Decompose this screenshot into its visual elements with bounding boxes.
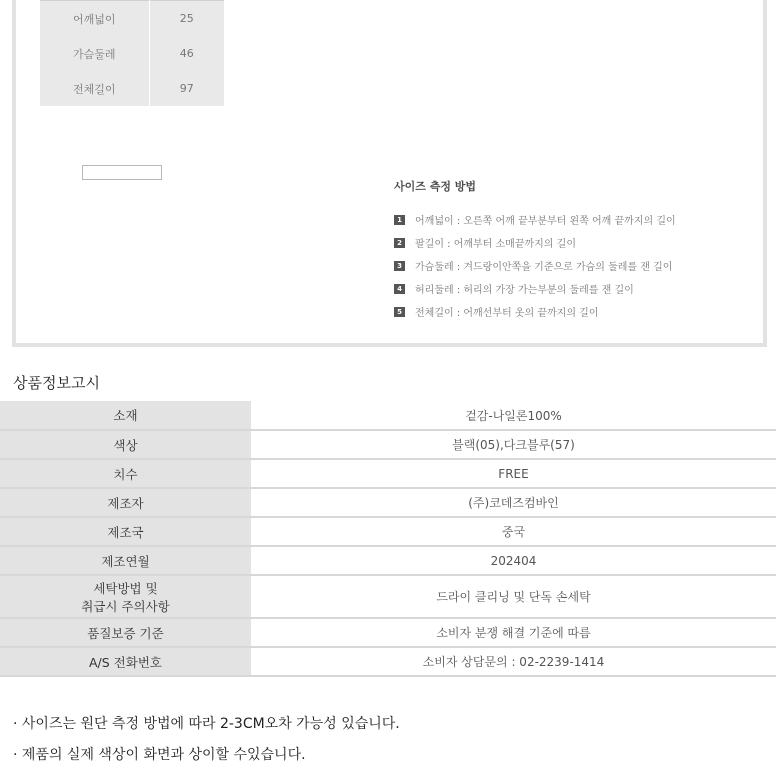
list-item [394, 254, 754, 277]
list-item [394, 277, 754, 300]
measure-text: 팔길이 : 어깨부터 소매끝까지의 길이 [415, 239, 576, 250]
info-value: 블랙(05),다크블루(57) [251, 430, 776, 459]
table-row [0, 546, 776, 575]
measure-text: 전체길이 : 어깨선부터 옷의 끝까지의 길이 [415, 308, 599, 319]
info-value: 드라이 클리닝 및 단독 손세탁 [251, 575, 776, 618]
info-key: 소재 [0, 401, 251, 430]
info-value: (주)코데즈컴바인 [251, 488, 776, 517]
size-value: 25 [149, 1, 224, 36]
info-key: 제조연월 [0, 546, 251, 575]
info-key-line: 취급시 주의사항 [81, 598, 170, 614]
list-item [394, 300, 754, 323]
table-row [0, 517, 776, 546]
info-value: 소비자 상담문의 : 02-2239-1414 [251, 647, 776, 676]
measure-text: 어깨넓이 : 오른쪽 어깨 끝부분부터 왼쪽 어깨 끝까지의 길이 [415, 216, 676, 227]
info-key [0, 575, 251, 618]
section-title: 상품정보고시 [13, 374, 100, 392]
info-key-line: 세탁방법 및 [93, 580, 158, 596]
product-info-table [0, 401, 776, 677]
footnote-color-difference: · 제품의 실제 색상이 화면과 상이할 수있습니다. [13, 747, 306, 763]
table-row [0, 430, 776, 459]
footnote-size-tolerance: · 사이즈는 원단 측정 방법에 따라 2-3CM오차 가능성 있습니다. [13, 716, 400, 732]
measure-method [394, 178, 754, 323]
info-key: 제조국 [0, 517, 251, 546]
size-guide-panel [12, 0, 767, 347]
size-label: 전체길이 [40, 71, 149, 106]
table-row [40, 71, 224, 106]
info-value: 202404 [251, 546, 776, 575]
list-item [394, 208, 754, 231]
size-value: 97 [149, 71, 224, 106]
number-badge: 4 [394, 284, 405, 294]
info-key: 품질보증 기준 [0, 618, 251, 647]
number-badge: 2 [394, 238, 405, 248]
table-row [0, 575, 776, 618]
table-row [0, 488, 776, 517]
list-item [394, 231, 754, 254]
info-key: 제조자 [0, 488, 251, 517]
info-key: A/S 전화번호 [0, 647, 251, 676]
table-row [0, 459, 776, 488]
measure-text: 허리둘레 : 허리의 가장 가는부분의 둘레를 잰 길이 [415, 285, 634, 296]
number-badge: 3 [394, 261, 405, 271]
table-row [40, 1, 224, 36]
size-label: 가슴둘레 [40, 36, 149, 71]
size-label: 어깨넓이 [40, 1, 149, 36]
info-key: 치수 [0, 459, 251, 488]
measure-method-title: 사이즈 측정 방법 [394, 180, 477, 193]
table-row [0, 647, 776, 676]
table-row [0, 618, 776, 647]
size-value: 46 [149, 36, 224, 71]
size-table [40, 0, 224, 106]
number-badge: 1 [394, 215, 405, 225]
info-value: 소비자 분쟁 해결 기준에 따름 [251, 618, 776, 647]
table-row [40, 36, 224, 71]
info-key: 색상 [0, 430, 251, 459]
number-badge: 5 [394, 307, 405, 317]
table-row [0, 401, 776, 430]
info-value: 겉감-나일론100% [251, 401, 776, 430]
info-value: 중국 [251, 517, 776, 546]
info-value: FREE [251, 459, 776, 488]
measure-text: 가슴둘레 : 겨드랑이안쪽을 기준으로 가슴의 둘레를 잰 길이 [415, 262, 673, 273]
diagram-placeholder [82, 165, 162, 180]
